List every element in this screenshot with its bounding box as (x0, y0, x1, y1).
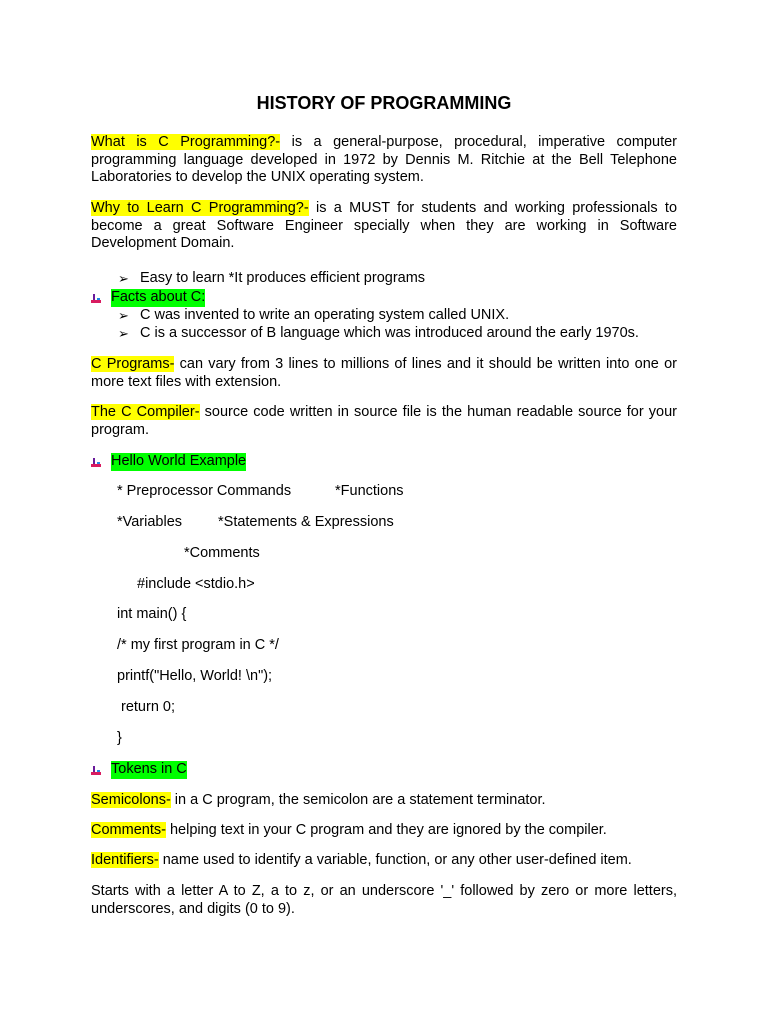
arrowhead-bullet-icon: ➢ (118, 326, 129, 341)
paragraph-text: source code written in source file is the human readable source for your program. (91, 404, 678, 438)
program-part: *Functions (335, 483, 404, 499)
paragraph-semicolons (91, 792, 546, 810)
paragraph-text: name used to identify a variable, function, or any other user-defined item. (158, 852, 632, 868)
paragraph-identifier-rules: Starts with a letter A to Z, a to z, or an underscore '_' followed by zero or more letters, underscores, and digits (0 to 9). (91, 883, 677, 917)
paragraph-compiler (91, 404, 677, 439)
list-item: C was invented to write an operating system called UNIX. (140, 307, 510, 323)
benefit-bullet: Easy to learn *It produces efficient programs (140, 270, 426, 286)
paragraph-c-programs (91, 356, 677, 391)
code-line: #include <stdio.h> (137, 576, 255, 592)
code-line: int main() { (117, 606, 187, 622)
highlighted-term: Comments- (91, 822, 166, 838)
highlighted-term: Identifiers- (91, 852, 159, 868)
highlighted-term: C Programs- (91, 356, 175, 372)
code-line: return 0; (121, 699, 175, 715)
paragraph-what-is-c (91, 134, 677, 187)
highlighted-term: What is C Programming?- (91, 134, 281, 150)
program-part: *Comments (184, 545, 260, 561)
pointing-hand-icon (91, 765, 103, 777)
code-line: } (117, 730, 122, 746)
highlighted-term: The C Compiler- (91, 404, 200, 420)
paragraph-text: can vary from 3 lines to millions of lines and it should be written into one or more text files with extension. (91, 356, 677, 390)
program-part: *Statements & Expressions (218, 514, 394, 530)
paragraph-text: in a C program, the semicolon are a statement terminator. (170, 792, 546, 808)
paragraph-identifiers (91, 852, 632, 870)
highlighted-term: Semicolons- (91, 792, 171, 808)
paragraph-comments (91, 822, 607, 840)
arrowhead-bullet-icon: ➢ (118, 271, 129, 286)
highlighted-term: Why to Learn C Programming?- (91, 200, 309, 216)
pointing-hand-icon (91, 293, 103, 305)
paragraph-text: is a MUST for students and working professionals to become a great Software Engineer specially when they are working in Software Development Domain. (91, 200, 678, 251)
paragraph-text: helping text in your C program and they are ignored by the compiler. (165, 822, 607, 838)
list-item: C is a successor of B language which was introduced around the early 1970s. (140, 325, 639, 341)
facts-heading: Facts about C: (111, 289, 206, 305)
paragraph-text: is a general-purpose, procedural, imperative computer programming language developed in 1972 by Dennis M. Ritchie at the Bell Telephone Laboratories to develop the UNIX operating system. (91, 134, 677, 185)
page-title: HISTORY OF PROGRAMMING (256, 93, 512, 113)
program-part: * Preprocessor Commands (117, 483, 292, 499)
code-line: printf("Hello, World! \n"); (117, 668, 273, 684)
paragraph-why-learn (91, 200, 677, 253)
hello-heading: Hello World Example (111, 453, 247, 469)
arrowhead-bullet-icon: ➢ (118, 308, 129, 323)
program-part: *Variables (117, 514, 183, 530)
tokens-heading: Tokens in C (111, 761, 187, 777)
pointing-hand-icon (91, 457, 103, 469)
code-line: /* my first program in C */ (117, 637, 279, 653)
